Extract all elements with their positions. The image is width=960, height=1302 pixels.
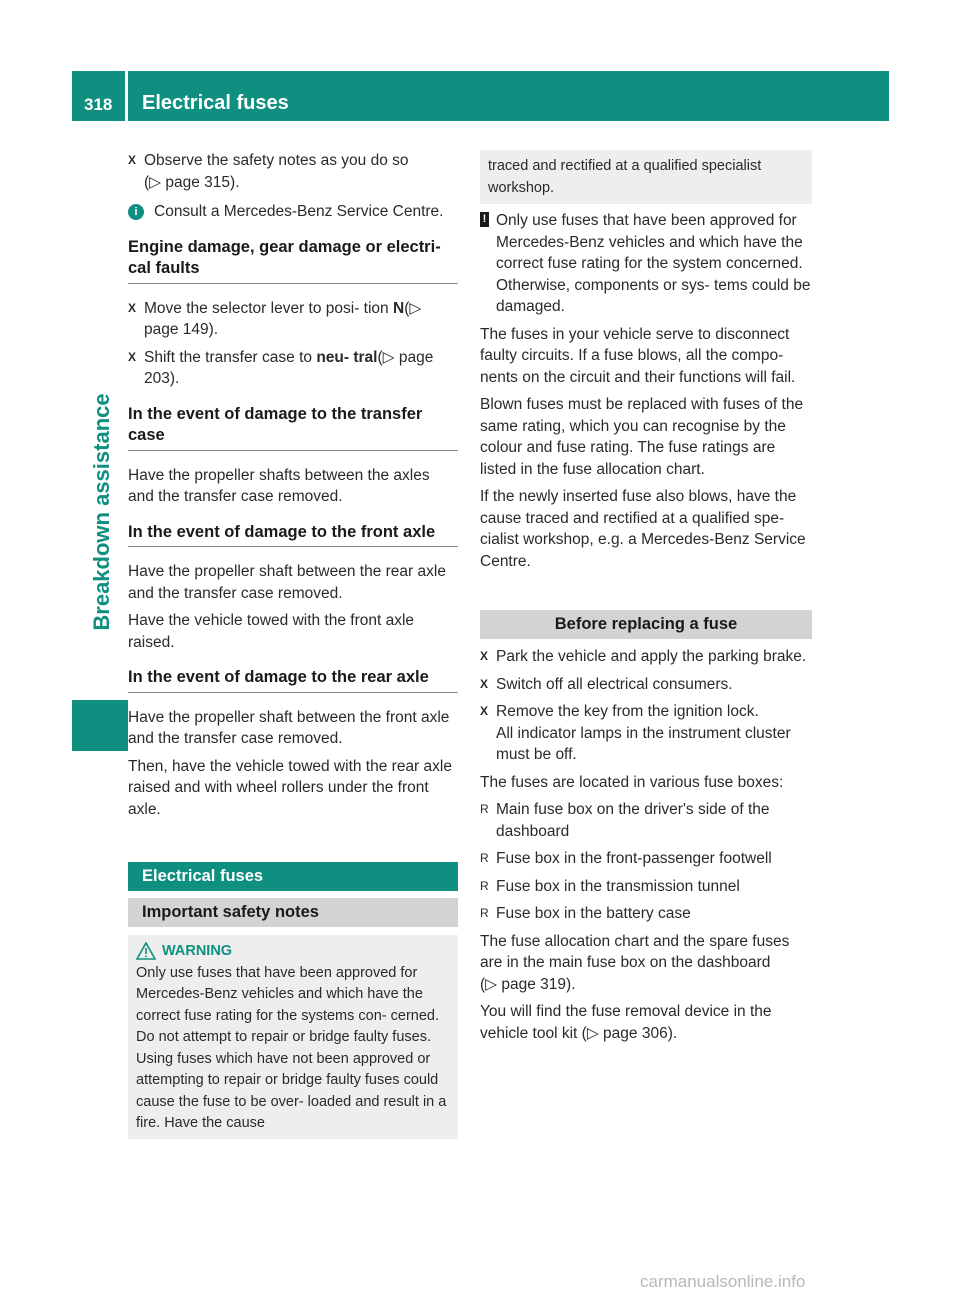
page-header bbox=[72, 71, 889, 121]
step-item bbox=[128, 298, 458, 341]
step-marker: X bbox=[480, 704, 489, 718]
exclamation-icon: ! bbox=[480, 212, 489, 227]
bullet-marker: R bbox=[480, 851, 489, 865]
left-column bbox=[128, 150, 458, 1139]
warning-heading bbox=[136, 941, 450, 963]
step-bold: N bbox=[392, 299, 405, 317]
step-marker: X bbox=[128, 153, 137, 167]
bullet-marker: R bbox=[480, 906, 489, 920]
paragraph-text: The fuse allocation chart and the spare fuses are in the main fuse box on the dashboard bbox=[480, 932, 790, 971]
step-text: Move the selector lever to posi- tion bbox=[144, 299, 393, 317]
step-marker: X bbox=[128, 349, 137, 364]
list-item bbox=[480, 799, 812, 842]
paragraph: Then, have the vehicle towed with the rear axle raised and with wheel rollers under the front axle. bbox=[128, 757, 452, 818]
paragraph: Have the propeller shaft between the front axle and the transfer case removed. bbox=[128, 708, 450, 747]
info-icon: i bbox=[128, 204, 144, 220]
heading-engine-damage: Engine damage, gear damage or electri- cal faults bbox=[128, 237, 458, 284]
step-marker: X bbox=[480, 649, 489, 663]
list-item-text: Fuse box in the front-passenger footwell bbox=[496, 850, 772, 867]
header-divider bbox=[125, 71, 128, 121]
step-item bbox=[480, 646, 812, 668]
info-text: Consult a Mercedes-Benz Service Centre. bbox=[154, 203, 444, 220]
list-item bbox=[480, 876, 812, 898]
list-item bbox=[480, 903, 812, 925]
list-item bbox=[480, 848, 812, 870]
list-item-text: Main fuse box on the driver's side of the dashboard bbox=[496, 801, 770, 840]
warning-text: Only use fuses that have been approved for Mercedes-Benz vehicles and which have the correct fuse rating for the systems con- cerned. Do not attempt to repair or bridge faulty fuses. Using fuses which have not been approved or attempting to repair or bridge faulty fuses could cause the fuse to be over- loaded and result in a fire. Have the cause bbox=[136, 964, 447, 1131]
step-item bbox=[128, 150, 458, 193]
warning-box-continued: traced and rectified at a qualified specialist workshop. bbox=[480, 150, 812, 204]
side-tab-label: Breakdown assistance bbox=[89, 393, 114, 631]
step-text: Observe the safety notes as you do so bbox=[144, 152, 409, 169]
list-item-text: Fuse box in the transmission tunnel bbox=[496, 877, 740, 895]
header-title: Electrical fuses bbox=[142, 92, 289, 114]
paragraph: Have the vehicle towed with the front axle raised. bbox=[128, 612, 415, 651]
paragraph bbox=[480, 931, 812, 996]
paragraph: Have the propeller shafts between the axles and the transfer case removed. bbox=[128, 466, 430, 505]
caution-text: Only use fuses that have been approved for Mercedes-Benz vehicles and which have the correct fuse rating for the system concerned. Otherwise, components or sys- tems could be damaged. bbox=[496, 212, 811, 315]
right-column bbox=[480, 150, 812, 1050]
step-text: Park the vehicle and apply the parking brake. bbox=[496, 648, 807, 665]
page-ref-link[interactable]: (▷ page 319). bbox=[480, 975, 576, 993]
warning-box bbox=[128, 935, 458, 1139]
warning-triangle-icon bbox=[136, 942, 156, 960]
step-text: Shift the transfer case to bbox=[144, 348, 317, 366]
paragraph: If the newly inserted fuse also blows, have the cause traced and rectified at a qualified spe- cialist workshop, e.g. a Mercedes-Benz Service Centre. bbox=[480, 488, 806, 570]
page-ref-link[interactable]: (▷ page 149). bbox=[144, 299, 422, 338]
paragraph: Blown fuses must be replaced with fuses of the same rating, which you can recognise by the colour and fuse rating. The fuse ratings are listed in the fuse allocation chart. bbox=[480, 396, 804, 478]
heading-front-axle: In the event of damage to the front axle bbox=[128, 522, 458, 548]
subsection-title-bar: Before replacing a fuse bbox=[480, 610, 812, 639]
paragraph: The fuses are located in various fuse boxes: bbox=[480, 773, 784, 791]
warning-label: WARNING bbox=[162, 943, 233, 959]
bullet-marker: R bbox=[480, 878, 489, 893]
step-result-text: All indicator lamps in the instrument cluster must be off. bbox=[496, 724, 791, 763]
list-item-text: Fuse box in the battery case bbox=[496, 905, 691, 922]
step-marker: X bbox=[480, 676, 489, 691]
page-ref-link[interactable]: (▷ page 203). bbox=[144, 348, 434, 387]
paragraph: The fuses in your vehicle serve to disconnect faulty circuits. If a fuse blows, all the compo- nents on the circuit and their functions will fail. bbox=[480, 325, 796, 386]
page-number: 318 bbox=[84, 95, 113, 114]
step-marker: X bbox=[128, 300, 137, 315]
side-tab bbox=[72, 122, 128, 722]
step-item bbox=[128, 347, 458, 390]
heading-transfer-case: In the event of damage to the transfer case bbox=[128, 404, 458, 451]
watermark: carmanualsonline.info bbox=[640, 1272, 806, 1291]
step-bold: neu- tral bbox=[316, 348, 378, 366]
subsection-title-bar: Important safety notes bbox=[128, 898, 458, 927]
page-ref-link[interactable]: (▷ page 315). bbox=[144, 173, 240, 191]
step-text: Remove the key from the ignition lock. bbox=[496, 703, 759, 720]
step-item bbox=[480, 701, 812, 766]
heading-rear-axle: In the event of damage to the rear axle bbox=[128, 667, 458, 693]
paragraph: You will find the fuse removal device in the vehicle tool kit (▷ page 306). bbox=[480, 1003, 772, 1042]
caution-note bbox=[480, 210, 812, 318]
bullet-marker: R bbox=[480, 802, 489, 816]
step-text: Switch off all electrical consumers. bbox=[496, 675, 733, 693]
info-note bbox=[128, 201, 458, 223]
side-tab-block bbox=[72, 700, 128, 751]
step-item bbox=[480, 674, 812, 696]
paragraph: Have the propeller shaft between the rear axle and the transfer case removed. bbox=[128, 563, 446, 602]
section-title-bar: Electrical fuses bbox=[128, 862, 458, 891]
